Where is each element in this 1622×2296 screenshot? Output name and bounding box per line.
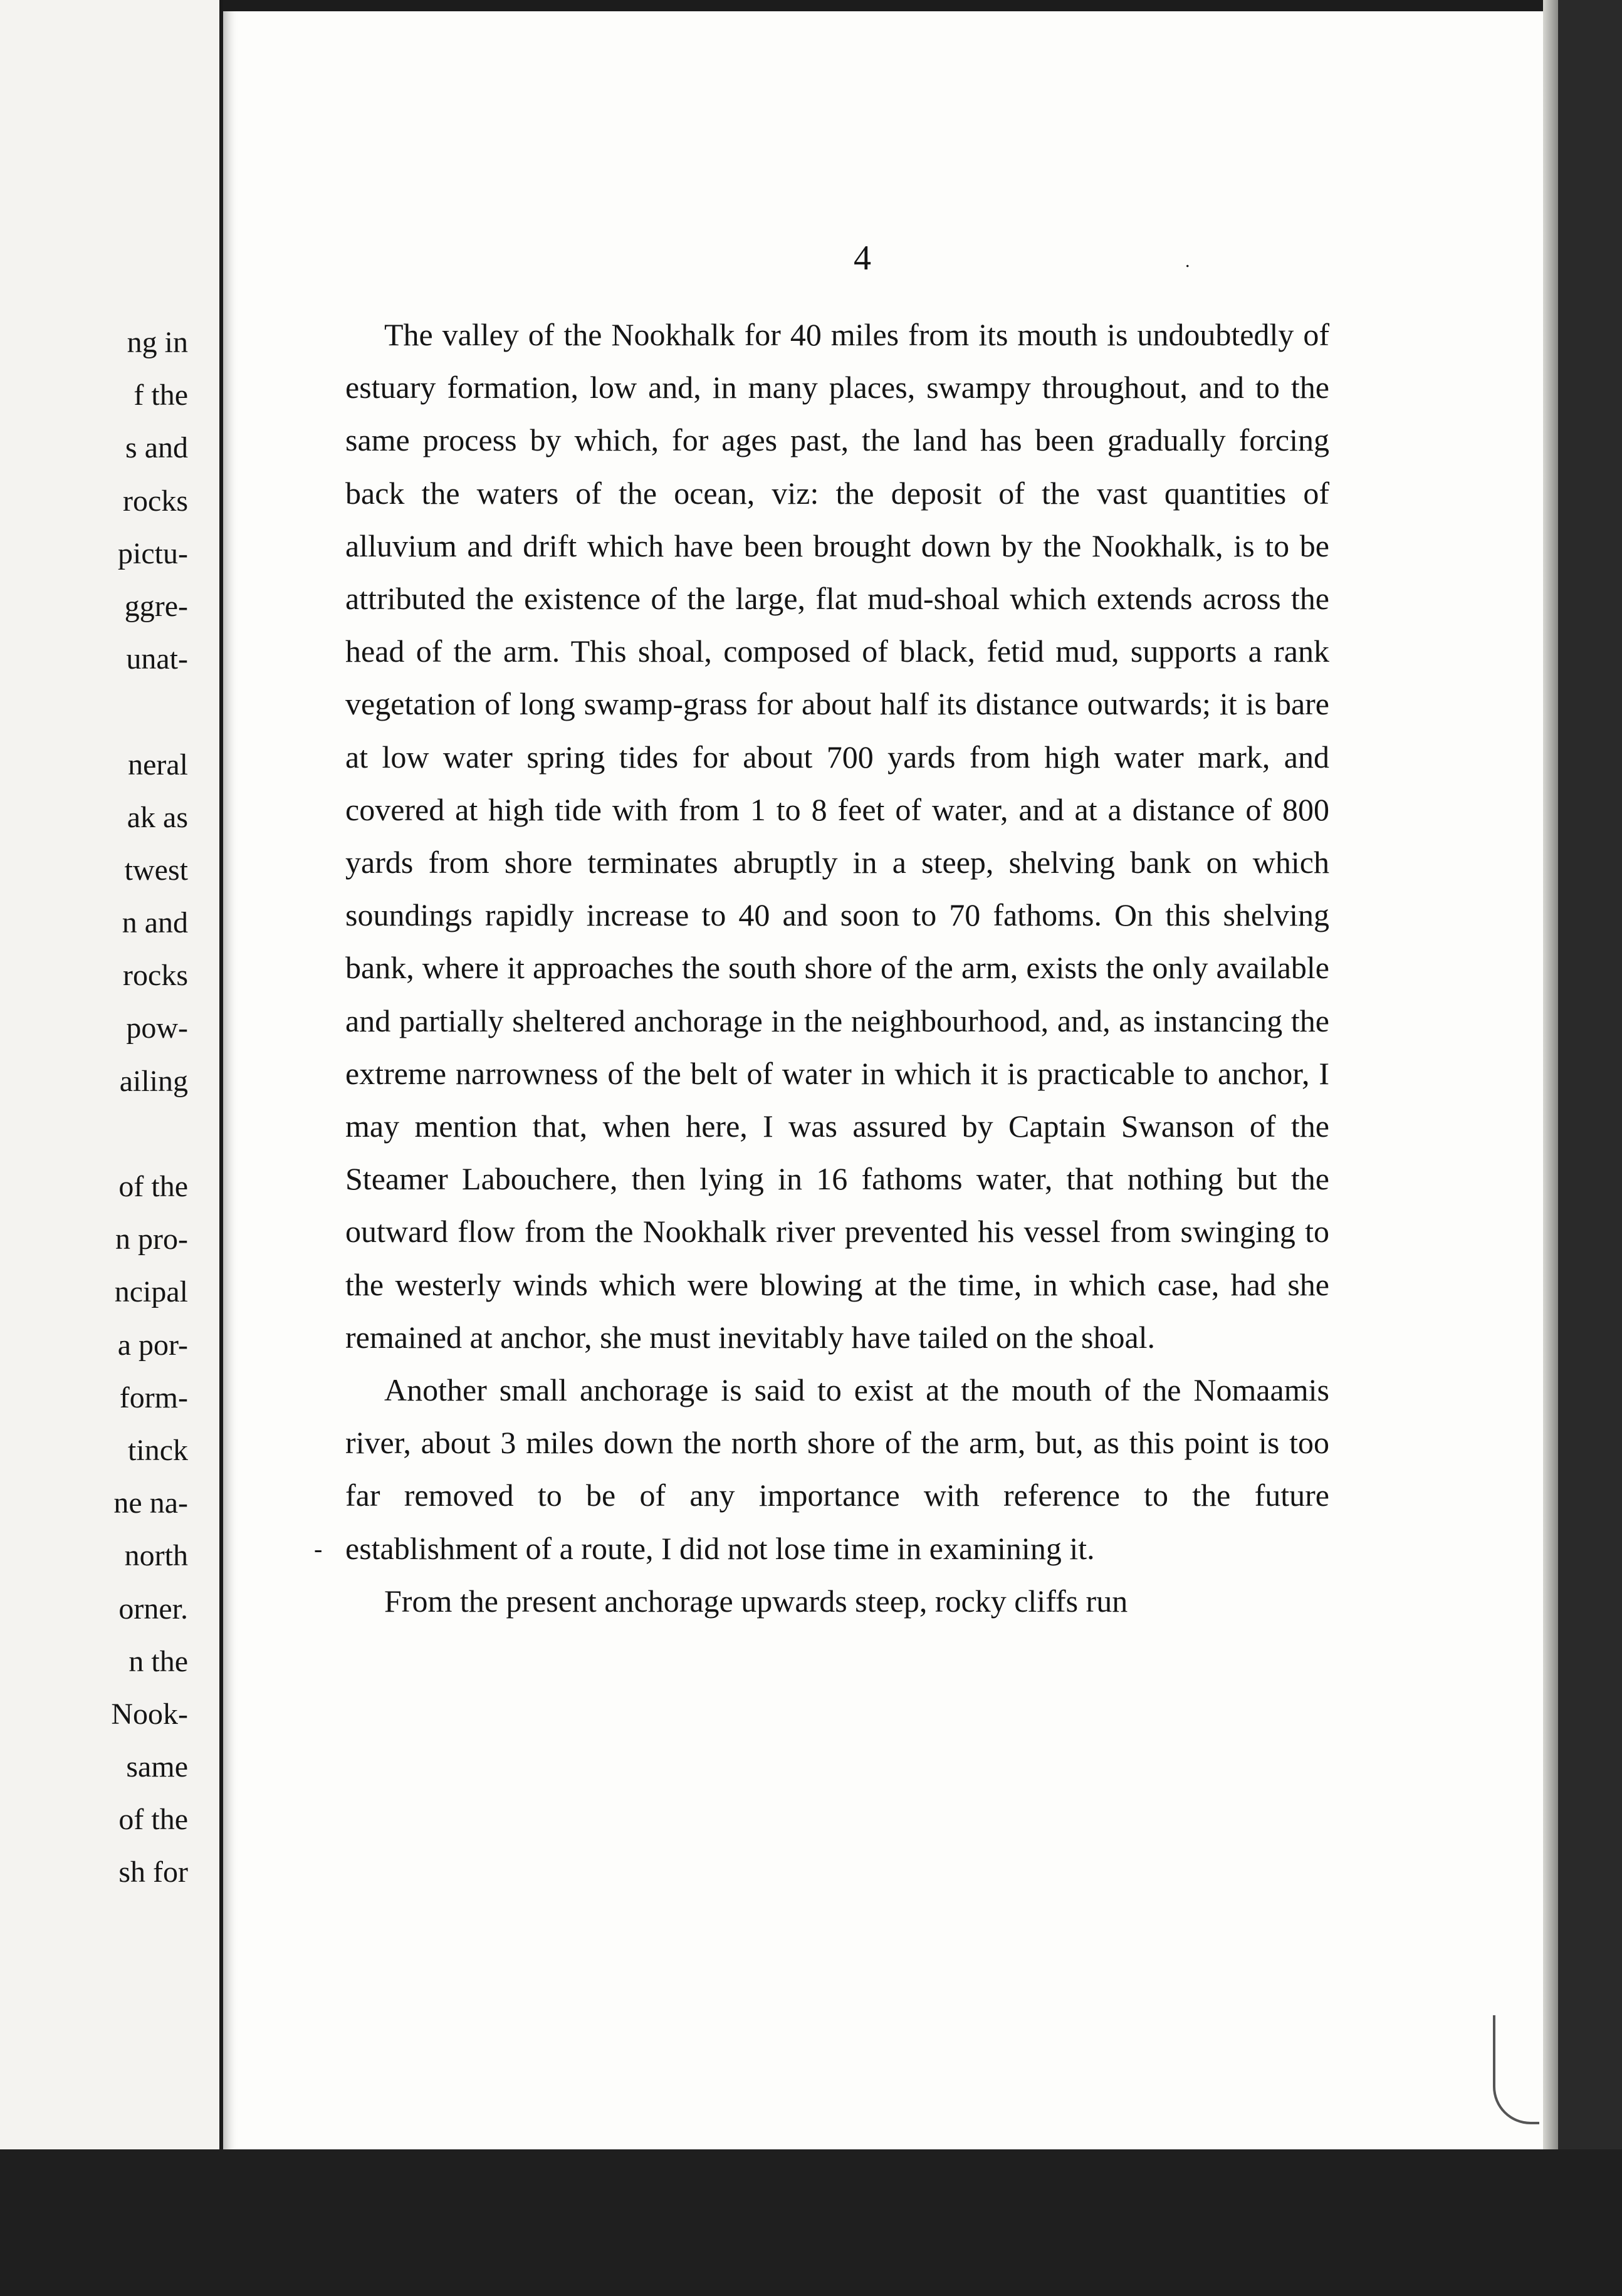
- text-fragment: pictu-: [118, 536, 188, 570]
- text-fragment: orner.: [118, 1592, 188, 1625]
- page-curl: [1493, 2015, 1539, 2124]
- text-fragment: sh for: [118, 1855, 188, 1889]
- previous-page-text: [0, 316, 188, 1899]
- text-fragment: rocks: [123, 484, 188, 518]
- page-body: [345, 308, 1329, 1627]
- paragraph-1: The valley of the Nookhalk for 40 miles from its mouth is undoubtedly of estuary formation, low and, in many places, swampy throughout, and to the same process by which, for ages past, the land has been gradually forcing back the waters of the ocean, viz: the deposit of the vast quantities of alluvium and drift which have been brought down by the Nookhalk, is to be attributed the existence of the large, flat mud-shoal which extends across the head of the arm. This shoal, composed of black, fetid mud, supports a rank vegetation of long swamp-grass for about half its distance outwards; it is bare at low water spring tides for about 700 yards from high water mark, and covered at high tide with from 1 to 8 feet of water, and at a distance of 800 yards from shore terminates abruptly in a steep, shelving bank on which soundings rapidly increase to 40 and soon to 70 fathoms. On this shelving bank, where it approaches the south shore of the arm, exists the only available and partially sheltered anchorage in the neighbourhood, and, as instancing the extreme narrowness of the belt of water in which it is practicable to anchor, I may mention that, when here, I was assured by Captain Swanson of the Steamer Labouchere, then lying in 16 fathoms water, that nothing but the outward flow from the Nookhalk river prevented his vessel from swinging to the westerly winds which were blowing at the time, in which case, had she remained at anchor, she must inevitably have tailed on the shoal.: [345, 317, 1329, 1355]
- text-fragment: of the: [118, 1803, 188, 1837]
- page-number: 4: [854, 239, 871, 278]
- text-fragment: s and: [125, 431, 188, 465]
- text-fragment: pow-: [126, 1011, 188, 1045]
- text-fragment: unat-: [126, 642, 188, 676]
- text-fragment: form-: [119, 1380, 188, 1414]
- paragraph-gap: [0, 686, 188, 738]
- text-fragment: of the: [118, 1170, 188, 1203]
- page-right-edge: [1543, 0, 1558, 2174]
- text-fragment: rocks: [123, 959, 188, 993]
- text-fragment: a por-: [117, 1328, 188, 1362]
- scan-background: [0, 2149, 1622, 2296]
- text-fragment: ncipal: [114, 1275, 188, 1309]
- paragraph-gap: [0, 1108, 188, 1161]
- text-fragment: Nook-: [111, 1697, 188, 1731]
- margin-mark: -: [314, 1535, 323, 1563]
- text-fragment: same: [126, 1750, 188, 1784]
- text-fragment: f the: [133, 378, 188, 412]
- print-dot: .: [1185, 251, 1190, 271]
- text-fragment: ak as: [127, 800, 188, 834]
- text-fragment: ailing: [119, 1064, 188, 1098]
- page-top-edge: [223, 0, 1558, 11]
- paragraph-3: From the present anchorage upwards steep, rocky cliffs run: [384, 1583, 1128, 1619]
- text-fragment: n pro-: [115, 1223, 188, 1256]
- previous-page: [0, 0, 223, 2149]
- text-fragment: neral: [128, 748, 188, 781]
- text-fragment: n the: [128, 1644, 188, 1678]
- text-fragment: tinck: [128, 1433, 188, 1467]
- text-fragment: ne na-: [113, 1486, 188, 1520]
- text-fragment: north: [124, 1539, 188, 1573]
- current-page: [223, 0, 1558, 2174]
- text-fragment: twest: [124, 853, 188, 887]
- text-fragment: n and: [122, 906, 188, 940]
- text-fragment: ng in: [127, 326, 188, 359]
- text-fragment: ggre-: [124, 589, 188, 623]
- paragraph-2: Another small anchorage is said to exist at the mouth of the Nomaamis river, about 3 miles down the north shore of the arm, but, as this point is too far removed to be of any importance with reference to the future establishment of a route, I did not lose time in examining it.: [345, 1372, 1329, 1566]
